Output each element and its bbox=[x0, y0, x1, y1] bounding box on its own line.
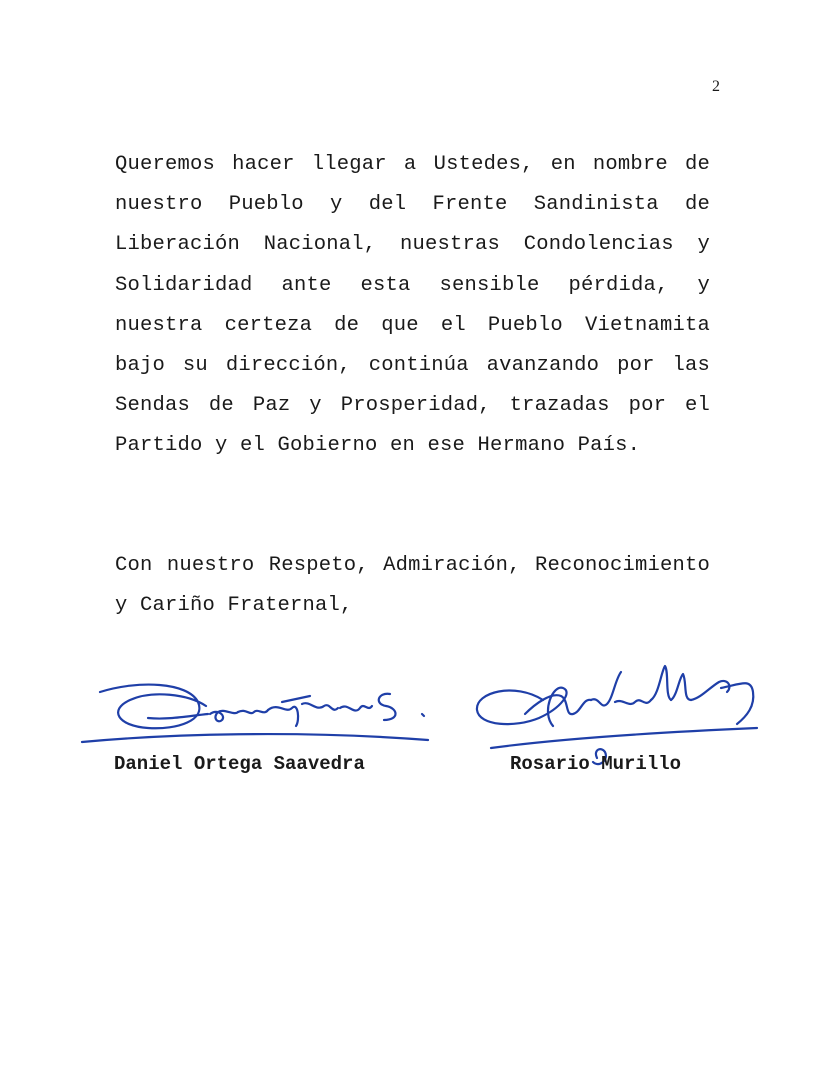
page-number: 2 bbox=[712, 78, 720, 95]
letter-closing: Con nuestro Respeto, Admiración, Reconocimiento y Cariño Fraternal, bbox=[115, 554, 710, 618]
signatory-name-rosario-murillo: Rosario Murillo bbox=[510, 753, 682, 775]
signatory-name-daniel-ortega: Daniel Ortega Saavedra bbox=[114, 753, 365, 775]
signature-daniel-ortega bbox=[78, 672, 438, 760]
letter-paragraph-1: Queremos hacer llegar a Ustedes, en nombre de nuestro Pueblo y del Frente Sandinista de Liberación Nacional, nuestras Condolencias y Solidaridad ante esta sensible pérdida, y nuestra certeza de que el Pueblo Vietnamita bajo su dirección, continúa avanzando por las Sendas de Paz y Prosperidad, trazadas por el Partido y el Gobierno en ese Hermano País. bbox=[115, 153, 710, 458]
